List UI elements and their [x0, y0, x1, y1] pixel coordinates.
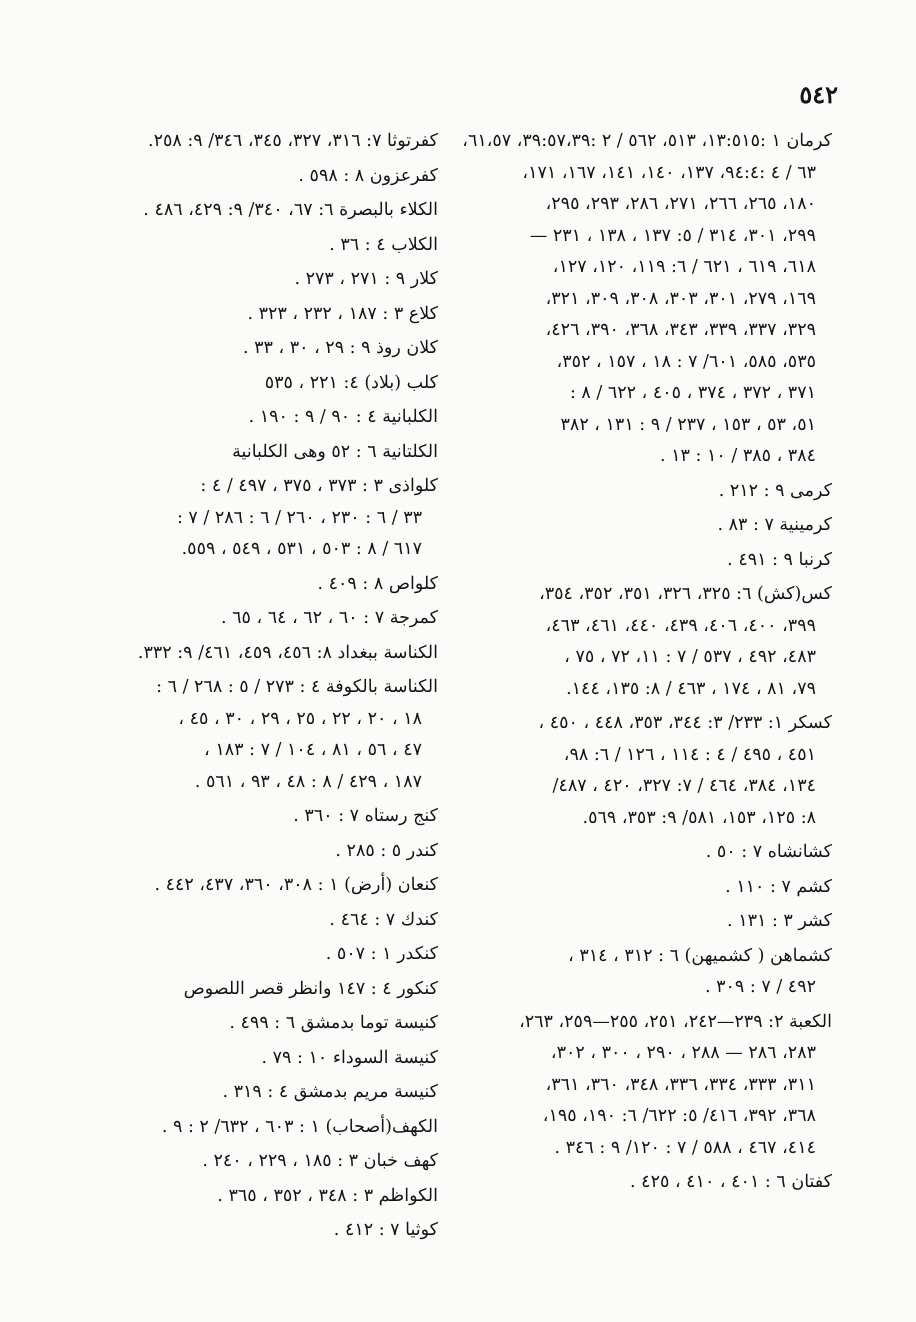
index-entry-line: كرمينية ٧ : ٨٣ . [717, 515, 832, 535]
index-entry-line: الكلاء بالبصرة ٦: ٦٧، ٣٤٠/ ٩: ٤٢٩، ٤٨٦ . [143, 200, 438, 220]
index-entry [80, 230, 438, 262]
index-entry [80, 264, 438, 296]
index-entry-line: كوثيا ٧ : ٤١٢ . [333, 1220, 438, 1240]
index-entry [80, 836, 438, 868]
index-entry [80, 1008, 438, 1040]
index-entry-line: ٣١١، ٣٣٣، ٣٣٤، ٣٣٦، ٣٤٨، ٣٦٠، ٣٦١، [545, 1074, 816, 1095]
index-entry [80, 1043, 438, 1075]
index-entry [462, 941, 832, 1004]
index-entry [80, 939, 438, 971]
index-entry [462, 545, 832, 577]
index-entry-line: ١٨٧ ، ٤٢٩ / ٨ : ٤٨ ، ٩٣ ، ٥٦١ . [194, 771, 422, 792]
index-entry-line: ٦٣ / ٤ :٩٤:٤، ١٣٧، ١٤٠، ١٤١، ١٦٧، ١٧١، [522, 162, 816, 183]
index-entry-line: كندك ٧ : ٤٦٤ . [329, 909, 438, 930]
index-entry [462, 510, 832, 542]
index-entry-line: كنكدر ١ : ٥٠٧ . [325, 944, 438, 964]
index-entry [462, 708, 832, 834]
index-entry-line: ٨: ١٢٥، ١٥٣، ٥٨١/ ٩: ٣٥٣، ٥٦٩. [582, 807, 816, 828]
index-entry-line: الكعبة ٢: ٢٣٩—٢٤٢، ٢٥١، ٢٥٥—٢٥٩، ٢٦٣، [519, 1011, 832, 1032]
index-entry [80, 471, 438, 566]
index-entry-line: ٤٧ ، ٥٦ ، ٨١ ، ١٠٤ / ٧ : ١٨٣ ، [204, 740, 422, 760]
index-entry-line: كندر ٥ : ٢٨٥ . [335, 840, 438, 861]
index-entry-line: ٣٢٩، ٣٣٧، ٣٣٩، ٣٤٣، ٣٦٨، ٣٩٠، ٤٢٦، [545, 320, 816, 340]
index-entry-line: كفتان ٦ : ٤٠١ ، ٤١٠ ، ٤٢٥ . [630, 1172, 832, 1192]
index-column-left [80, 126, 438, 1250]
index-entry-line: كلان روذ ٩ : ٢٩ ، ٣٠ ، ٣٣ . [242, 338, 438, 358]
index-entry-line: ٤١٤، ٤٦٧ ، ٥٨٨ / ٧ : ١٢٠/ ٩ : ٣٤٦ . [554, 1137, 816, 1158]
index-entry-line: ٥٣٥، ٥٨٥، ٦٠١/ ٧ : ١٨ ، ١٥٧ ، ٣٥٢، [556, 351, 816, 372]
index-entry [462, 126, 832, 473]
index-entry [80, 161, 438, 193]
index-entry-line: ٢٨٣، ٢٨٦ — ٢٨٨ ، ٢٩٠ ، ٣٠٠ ، ٣٠٢، [550, 1043, 816, 1063]
index-entry [80, 638, 438, 670]
index-entry-line: كرمى ٩ : ٢١٢ . [718, 480, 832, 501]
index-entry-line: ٤٨٣، ٤٩٢ ، ٥٣٧ / ٧ : ١١، ٧٢ ، ٧٥ ، [564, 647, 816, 667]
index-entry-line: ١٨٠، ٢٦٥، ٢٦٦، ٢٧١، ٢٨٦، ٢٩٣، ٢٩٥، [545, 194, 816, 214]
index-entry-line: الكناسة ببغداد ٨: ٤٥٦، ٤٥٩، ٤٦١/ ٩: ٣٣٢. [137, 642, 438, 663]
index-entry-line: ٣٣ / ٦ : ٢٣٠ ، ٢٦٠ / ٦ : ٢٨٦ / ٧ : [176, 507, 422, 528]
index-entry-line: ٦١٧ / ٨ : ٥٠٣ ، ٥٣١ ، ٥٤٩ ، ٥٥٩. [181, 539, 422, 559]
index-entry-line: كفرتوثا ٧: ٣١٦، ٣٢٧، ٣٤٥، ٣٤٦/ ٩: ٢٥٨. [148, 131, 438, 151]
index-entry [462, 837, 832, 869]
index-entry-line: كنعان (أرض) ١ : ٣٠٨، ٣٦٠، ٤٣٧، ٤٤٢ . [154, 875, 438, 895]
index-entry-line: كرمان ١ :١٣:٥١٥، ٥١٣، ٥٦٢ / ٢ :٣٩:٥٧،٣٩، ٦١،٥٧، [462, 131, 832, 151]
index-entry-line: ٣٨٤ ، ٣٨٥ / ١٠ : ١٣ . [659, 446, 816, 466]
index-entry [462, 476, 832, 508]
index-entry-line: الكلتانية ٦ : ٥٢ وهى الكلبانية [232, 441, 438, 462]
index-entry-line: ٣٧١ ، ٣٧٢ ، ٣٧٤ ، ٤٠٥ ، ٦٢٢ / ٨ : [569, 383, 816, 403]
index-entry-line: الكلاب ٤ : ٣٦ . [329, 234, 438, 255]
index-entry-line: كلواذى ٣ : ٣٧٣ ، ٣٧٥ ، ٤٩٧ / ٤ : [200, 476, 438, 496]
index-entry-line: ٥١، ٥٣ ، ١٥٣ ، ٢٣٧ / ٩ : ١٣١ ، ٣٨٢ [560, 414, 816, 435]
index-entry-line: ٣٦٨، ٣٩٢، ٤١٦/ ٥: ٦٢٢/ ٦: ١٩٠، ١٩٥، [542, 1106, 816, 1126]
index-entry-line: كنيسة توما بدمشق ٦ : ٤٩٩ . [229, 1013, 438, 1033]
index-entry-line: ١٣٤، ٣٨٤، ٤٦٤ / ٧: ٣٢٧، ٤٢٠ ، ٤٨٧/ [552, 776, 816, 796]
index-entry-line: كشانشاه ٧ : ٥٠ . [705, 842, 832, 862]
index-entry [80, 870, 438, 902]
index-entry-line: كسكر ١: ٢٣٣/ ٣: ٣٤٤، ٣٥٣، ٤٤٨ ، ٤٥٠ ، [538, 713, 832, 733]
index-entry [80, 1181, 438, 1213]
index-entry [80, 974, 438, 1006]
index-entry [462, 1007, 832, 1165]
index-entry-line: ٢٩٩، ٣٠١، ٣١٤ / ٥: ١٣٧ ، ١٣٨ ، ٢٣١ — [529, 225, 816, 246]
index-entry-line: كنج رستاه ٧ : ٣٦٠ . [293, 806, 438, 826]
index-entry-line: كلار ٩ : ٢٧١ ، ٢٧٣ . [294, 269, 438, 289]
index-entry [80, 437, 438, 469]
index-entry [80, 368, 438, 400]
index-entry [462, 1167, 832, 1199]
index-entry-line: الكناسة بالكوفة ٤ : ٢٧٣ / ٥ : ٢٦٨ / ٦ : [156, 677, 438, 697]
index-entry [80, 402, 438, 434]
index-entry-line: كنكور ٤ : ١٤٧ وانظر قصر اللصوص [183, 978, 438, 999]
index-entry-line: ٣٩٩، ٤٠٠، ٤٠٦، ٤٣٩، ٤٤٠، ٤٦١، ٤٦٣، [545, 615, 816, 636]
index-entry-line: كس(كش) ٦: ٣٢٥، ٣٢٦، ٣٥١، ٣٥٢، ٣٥٤، [539, 584, 832, 604]
index-entry-line: الكهف(أصحاب) ١ : ٦٠٣ ، ٦٣٢/ ٢ : ٩ . [161, 1116, 438, 1137]
index-entry-line: كفرعزون ٨ : ٥٩٨ . [298, 165, 438, 186]
page-number: ٥٤٢ [799, 80, 838, 109]
index-entry [80, 195, 438, 227]
index-entry-line: ٧٩، ٨١ ، ١٧٤ ، ٤٦٣ / ٨: ١٣٥، ١٤٤. [566, 678, 816, 699]
index-entry-line: الكواظم ٣ : ٣٤٨ ، ٣٥٢ ، ٣٦٥ . [217, 1185, 438, 1206]
index-entry-line: كنيسة السوداء ١٠ : ٧٩ . [261, 1047, 438, 1068]
index-entry-line: ٤٩٢ / ٧ : ٣٠٩ . [704, 977, 816, 997]
index-entry-line: ١٦٩، ٢٧٩، ٣٠١، ٣٠٣، ٣٠٨، ٣٠٩، ٣٢١، [545, 288, 816, 309]
index-entry [80, 603, 438, 635]
index-entry [80, 569, 438, 601]
index-entry [80, 905, 438, 937]
index-entry-line: كهف خبان ٣ : ١٨٥ ، ٢٢٩ ، ٢٤٠ . [202, 1151, 438, 1171]
index-entry [80, 1112, 438, 1144]
index-entry [462, 579, 832, 705]
index-entry-line: كرنبا ٩ : ٤٩١ . [727, 549, 832, 570]
index-entry-line: ٦١٨، ٦١٩ ، ٦٢١ / ٦: ١١٩، ١٢٠، ١٢٧، [552, 257, 816, 277]
index-entry-line: كلواص ٨ : ٤٠٩ . [317, 573, 438, 594]
index-entry-line: كشماهن ( كشميهن) ٦ : ٣١٢ ، ٣١٤ ، [568, 945, 832, 966]
index-entry [80, 299, 438, 331]
index-entry-line: كشم ٧ : ١١٠ . [725, 876, 832, 897]
index-entry-line: كلاع ٣ : ١٨٧ ، ٢٣٢ ، ٣٢٣ . [247, 303, 438, 324]
index-entry-line: ٤٥١ ، ٤٩٥ / ٤ : ١١٤ ، ١٢٦ / ٦: ٩٨، [563, 744, 816, 765]
index-entry-line: كشر ٣ : ١٣١ . [727, 911, 832, 931]
index-entry-line: الكلبانية ٤ : ٩٠ / ٩ : ١٩٠ . [248, 407, 438, 427]
index-entry [462, 906, 832, 938]
index-entry [462, 872, 832, 904]
index-entry [80, 1215, 438, 1247]
index-entry-line: كمرجة ٧ : ٦٠ ، ٦٢ ، ٦٤ ، ٦٥ . [220, 608, 438, 628]
index-column-right [462, 126, 832, 1202]
index-entry [80, 801, 438, 833]
index-entry [80, 126, 438, 158]
index-entry [80, 333, 438, 365]
index-entry [80, 672, 438, 798]
index-entry-line: كلب (بلاد) ٤: ٢٢١ ، ٥٣٥ [264, 372, 438, 393]
index-entry [80, 1077, 438, 1109]
index-entry-line: ١٨ ، ٢٠ ، ٢٢ ، ٢٥ ، ٢٩ ، ٣٠ ، ٤٥ ، [178, 708, 422, 729]
index-entry-line: كنيسة مريم بدمشق ٤ : ٣١٩ . [222, 1082, 438, 1102]
index-entry [80, 1146, 438, 1178]
